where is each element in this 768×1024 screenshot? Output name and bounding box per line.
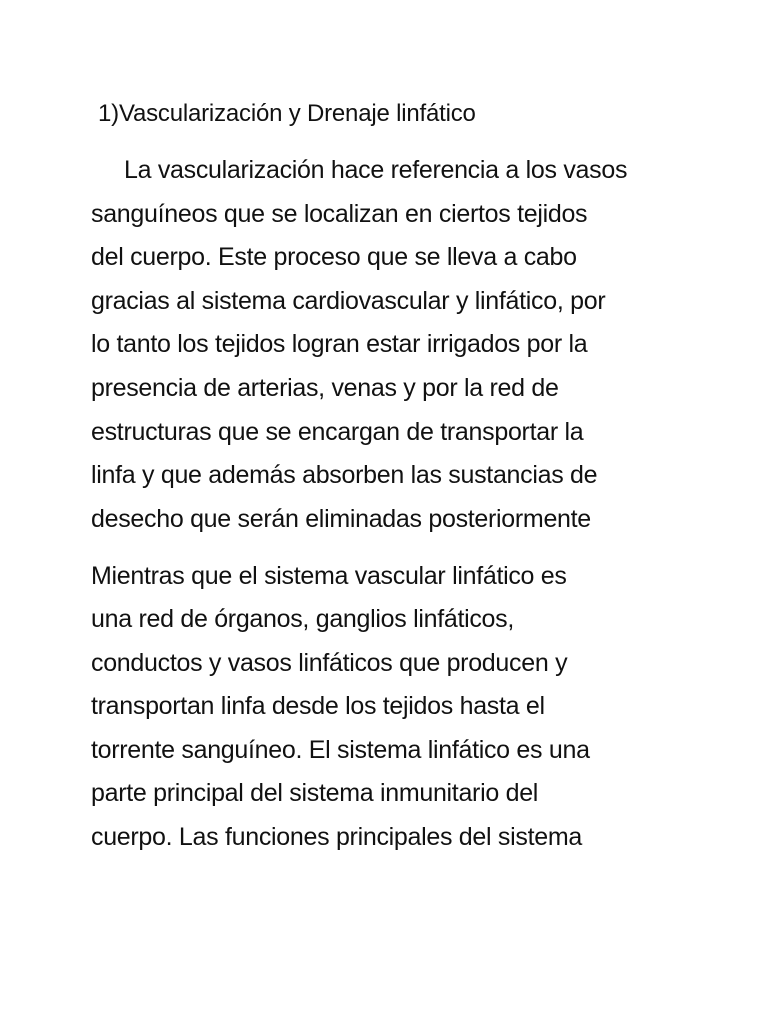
paragraph-line: parte principal del sistema inmunitario del — [91, 779, 539, 807]
paragraph-line: presencia de arterias, venas y por la red de — [91, 374, 559, 402]
paragraph-line: del cuerpo. Este proceso que se lleva a cabo — [91, 243, 577, 271]
paragraph-line: gracias al sistema cardiovascular y linfático, por — [91, 287, 606, 315]
paragraph-line: cuerpo. Las funciones principales del sistema — [91, 823, 582, 851]
paragraph-line: Mientras que el sistema vascular linfático es — [91, 562, 567, 590]
paragraph-line: lo tanto los tejidos logran estar irrigados por la — [91, 330, 588, 358]
document-heading: 1)Vascularización y Drenaje linfático — [98, 100, 476, 127]
paragraph-line: una red de órganos, ganglios linfáticos, — [91, 605, 515, 633]
paragraph-line: estructuras que se encargan de transportar la — [91, 418, 584, 446]
paragraph-line: linfa y que además absorben las sustancias de — [91, 461, 598, 489]
paragraph-line: desecho que serán eliminadas posteriormente — [91, 505, 591, 533]
paragraph-line: La vascularización hace referencia a los vasos — [124, 156, 628, 184]
paragraph-line: torrente sanguíneo. El sistema linfático es una — [91, 736, 590, 764]
paragraph-line: conductos y vasos linfáticos que producen y — [91, 649, 568, 677]
paragraph-line: sanguíneos que se localizan en ciertos tejidos — [91, 200, 588, 228]
paragraph-line: transportan linfa desde los tejidos hasta el — [91, 692, 545, 720]
